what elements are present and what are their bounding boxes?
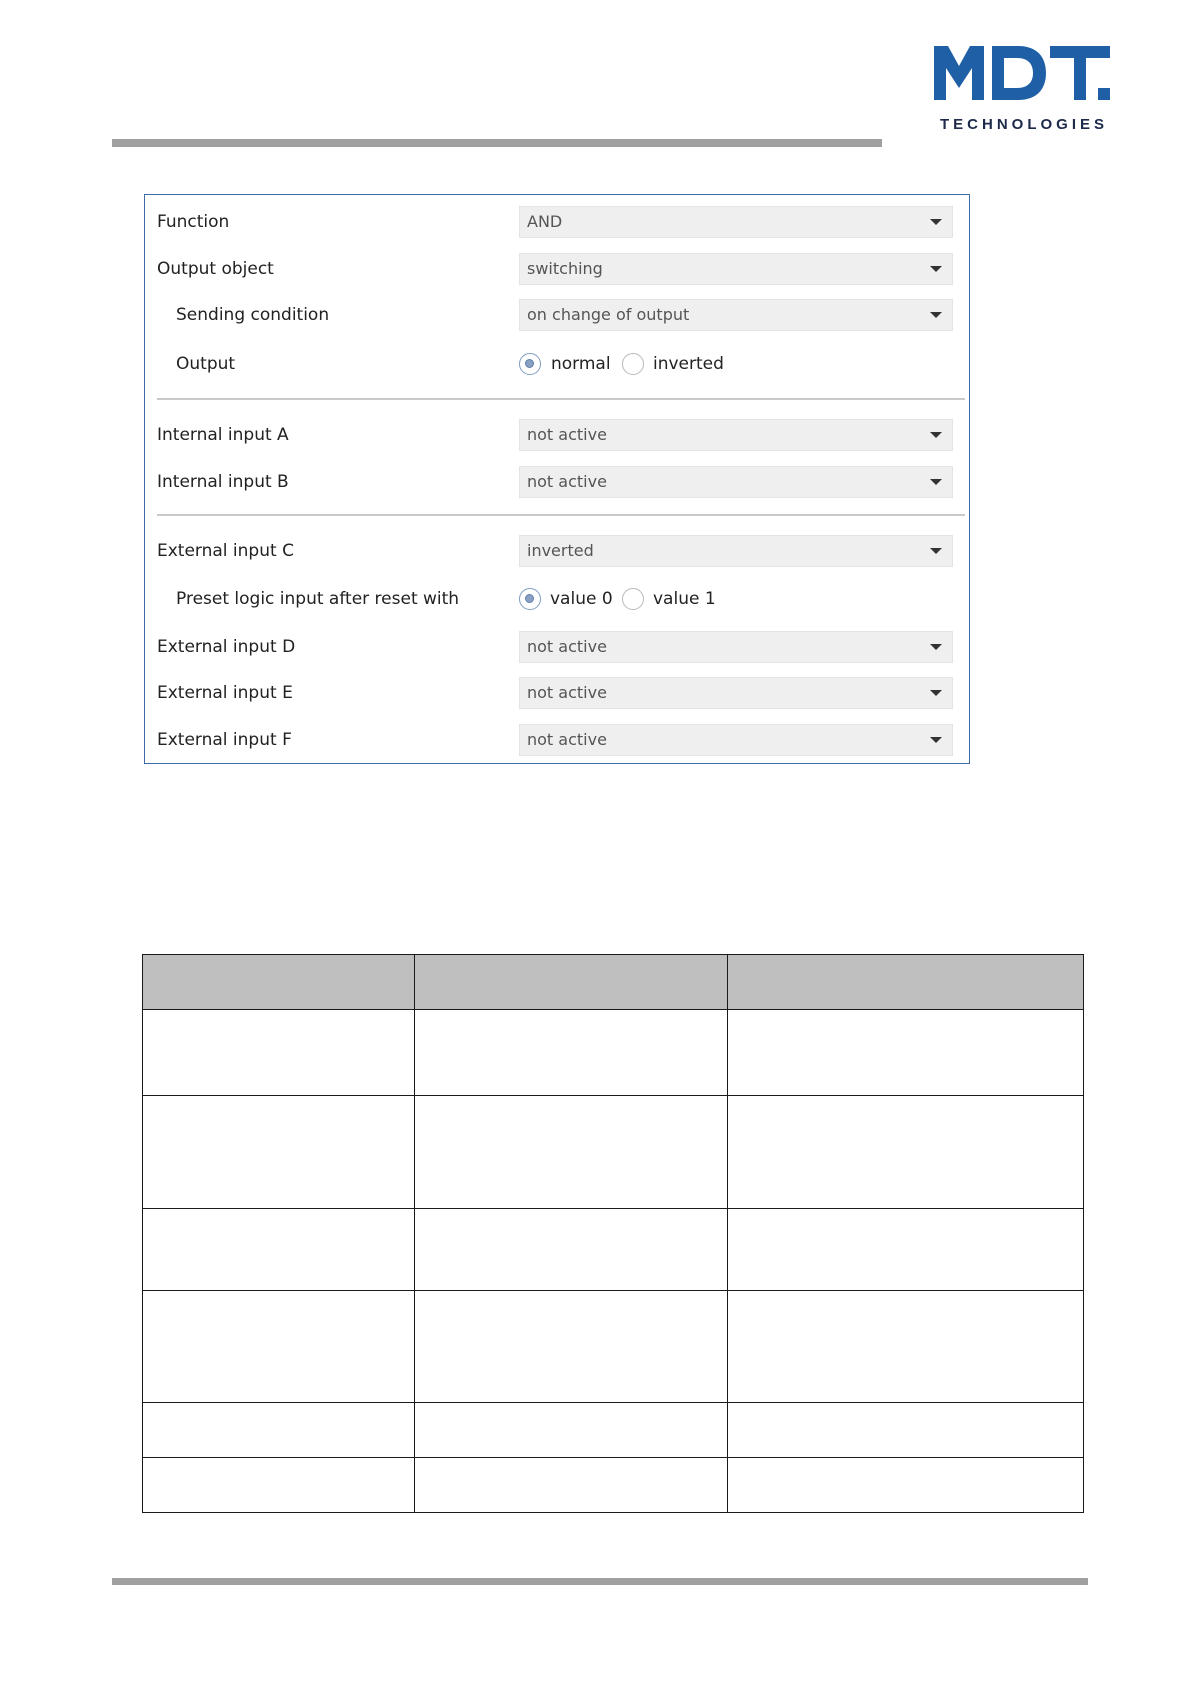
- external-input-e-dropdown[interactable]: [519, 677, 953, 709]
- internal-input-b-value: not active: [527, 472, 607, 491]
- chevron-down-icon: [930, 690, 942, 696]
- external-input-d-label: External input D: [157, 637, 296, 657]
- external-input-f-value: not active: [527, 730, 607, 749]
- sending-condition-dropdown[interactable]: [519, 299, 953, 331]
- chevron-down-icon: [930, 479, 942, 485]
- external-input-e-row: [145, 676, 969, 710]
- sending-condition-label: Sending condition: [176, 305, 330, 325]
- logo-subtitle: TECHNOLOGIES: [940, 116, 1109, 133]
- output-inverted-label[interactable]: inverted: [653, 354, 724, 374]
- internal-input-a-row: [145, 418, 969, 452]
- output-object-row: [145, 252, 969, 286]
- table-row: [143, 1010, 1084, 1096]
- table-cell: [414, 1209, 728, 1291]
- function-label: Function: [157, 212, 230, 232]
- table-cell: [414, 1291, 728, 1403]
- chevron-down-icon: [930, 548, 942, 554]
- external-input-c-dropdown[interactable]: [519, 535, 953, 567]
- table-cell: [728, 1010, 1084, 1096]
- output-inverted-radio[interactable]: [622, 353, 644, 375]
- table-row: [143, 1458, 1084, 1513]
- preset-value1-radio[interactable]: [622, 588, 644, 610]
- sending-condition-value: on change of output: [527, 305, 690, 324]
- table-header-cell: [414, 955, 728, 1010]
- external-input-d-dropdown[interactable]: [519, 631, 953, 663]
- output-object-dropdown[interactable]: [519, 253, 953, 285]
- table-cell: [414, 1096, 728, 1209]
- internal-input-a-value: not active: [527, 425, 607, 444]
- table-cell: [728, 1096, 1084, 1209]
- output-object-value: switching: [527, 259, 603, 278]
- internal-input-b-dropdown[interactable]: [519, 466, 953, 498]
- external-input-f-row: [145, 723, 969, 757]
- table-cell: [143, 1096, 415, 1209]
- external-input-f-label: External input F: [157, 730, 292, 750]
- output-normal-label[interactable]: normal: [551, 354, 611, 374]
- internal-input-a-label: Internal input A: [157, 425, 289, 445]
- function-value: AND: [527, 212, 563, 231]
- function-dropdown[interactable]: [519, 206, 953, 238]
- section-divider: [157, 398, 965, 400]
- internal-input-a-dropdown[interactable]: [519, 419, 953, 451]
- table-cell: [143, 1010, 415, 1096]
- table-cell: [414, 1010, 728, 1096]
- footer-rule: [112, 1578, 1088, 1585]
- table-header-cell: [143, 955, 415, 1010]
- table-cell: [728, 1291, 1084, 1403]
- table-cell: [414, 1403, 728, 1458]
- table-row: [143, 1096, 1084, 1209]
- table-cell: [414, 1458, 728, 1513]
- table-cell: [143, 1291, 415, 1403]
- preset-logic-row: [145, 582, 969, 616]
- table-row: [143, 1291, 1084, 1403]
- output-row: [145, 347, 969, 381]
- chevron-down-icon: [930, 312, 942, 318]
- header-rule: [112, 139, 882, 147]
- external-input-d-value: not active: [527, 637, 607, 656]
- internal-input-b-row: [145, 465, 969, 499]
- external-input-d-row: [145, 630, 969, 664]
- table-row: [143, 1209, 1084, 1291]
- preset-value0-radio[interactable]: [519, 588, 541, 610]
- external-input-c-value: inverted: [527, 541, 594, 560]
- external-input-c-row: [145, 534, 969, 568]
- output-object-label: Output object: [157, 259, 274, 279]
- external-input-e-label: External input E: [157, 683, 293, 703]
- table-header-row: [143, 955, 1084, 1010]
- table-cell: [728, 1209, 1084, 1291]
- table-row: [143, 1403, 1084, 1458]
- chevron-down-icon: [930, 737, 942, 743]
- table-cell: [728, 1458, 1084, 1513]
- external-input-e-value: not active: [527, 683, 607, 702]
- settings-panel: [144, 194, 970, 764]
- chevron-down-icon: [930, 644, 942, 650]
- chevron-down-icon: [930, 219, 942, 225]
- output-normal-radio[interactable]: [519, 353, 541, 375]
- chevron-down-icon: [930, 266, 942, 272]
- output-label: Output: [176, 354, 236, 374]
- table-cell: [728, 1403, 1084, 1458]
- table-header-cell: [728, 955, 1084, 1010]
- table-cell: [143, 1209, 415, 1291]
- table-cell: [143, 1403, 415, 1458]
- preset-value0-label[interactable]: value 0: [550, 589, 613, 609]
- internal-input-b-label: Internal input B: [157, 472, 289, 492]
- parameter-table: [142, 954, 1084, 1513]
- mdt-logo-mark: [934, 44, 1110, 106]
- preset-logic-label: Preset logic input after reset with: [176, 589, 460, 609]
- chevron-down-icon: [930, 432, 942, 438]
- external-input-f-dropdown[interactable]: [519, 724, 953, 756]
- sending-condition-row: [145, 298, 969, 332]
- section-divider: [157, 514, 965, 516]
- function-row: [145, 205, 969, 239]
- table-cell: [143, 1458, 415, 1513]
- external-input-c-label: External input C: [157, 541, 294, 561]
- preset-value1-label[interactable]: value 1: [653, 589, 716, 609]
